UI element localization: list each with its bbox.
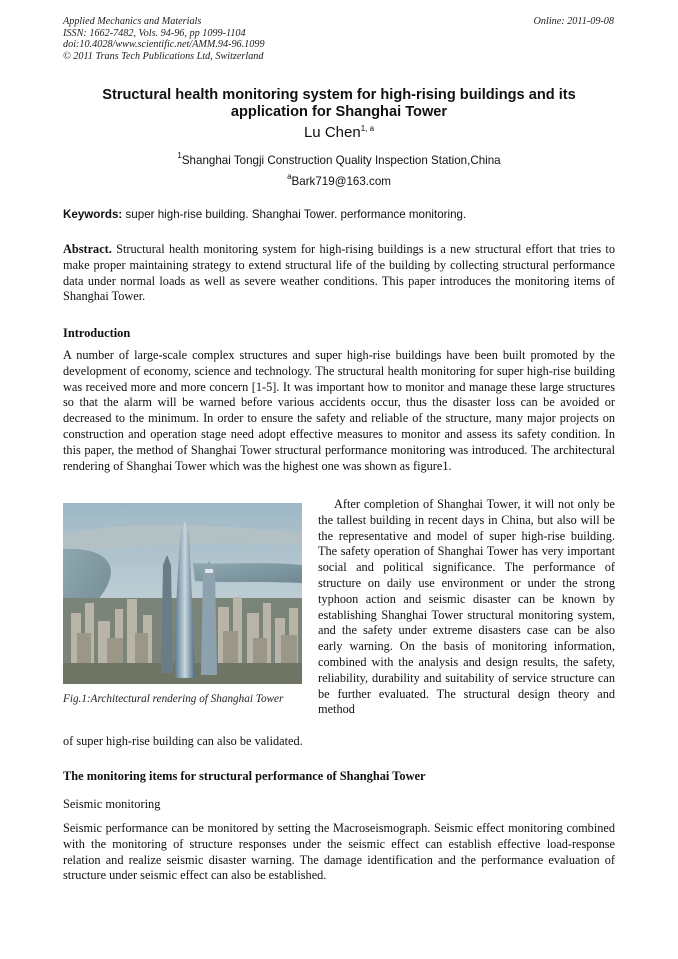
- abstract-label: Abstract.: [63, 242, 112, 256]
- monitoring-heading: The monitoring items for structural performance of Shanghai Tower: [63, 769, 426, 783]
- introduction-paragraph: A number of large-scale complex structures and super high-rise buildings have been built promoted by the development of economy, science and technology. The structural health monitoring for super high-rise building was received more and more concern [1-5]. It was important how to monitor and manage these large structures so that the alarm will be warned before various accidents occur, thus the disaster loss can be avoided or decreased to the minimum. In order to ensure the safety and reliable of the structure, many major projects on construction and operation stage need adopt effective measures to monitor and assess its safety condition. In this paper, the method of Shanghai Tower structural performance monitoring was introduced. The architectural rendering of Shanghai Tower which was the highest one was shown as figure1.: [63, 348, 615, 473]
- journal-header: [63, 16, 265, 62]
- figure-caption: Fig.1:Architectural rendering of Shanghai Tower: [63, 693, 284, 705]
- abstract: [63, 242, 615, 305]
- journal-copyright: © 2011 Trans Tech Publications Ltd, Switzerland: [63, 50, 264, 62]
- author-superscript: 1, a: [360, 124, 375, 133]
- keywords-label: Keywords:: [63, 208, 123, 221]
- seismic-subheading: Seismic monitoring: [63, 797, 161, 811]
- wrapped-paragraph: After completion of Shanghai Tower, it will not only be the tallest building in recent days in China, but also will be the representative and model of super high-rise building. The safety operation of Shanghai Tower has very important social and political significance. The performance of structure on daily use environment or under the strong typhoon action and seismic disaster can be known by establishing Shanghai Tower structural monitoring system, and the safety under extreme disasters case can be also early warning. On the basis of monitoring information, combined with the analysis and design results, the safety, reliability, durability and suitability of service structure can be further evaluated. The structural design theory and method: [318, 497, 615, 717]
- online-date: Online: 2011-09-08: [533, 16, 614, 27]
- author-name: Lu Chen: [303, 124, 361, 141]
- journal-name: Applied Mechanics and Materials: [63, 16, 202, 27]
- journal-issn: ISSN: 1662-7482, Vols. 94-96, pp 1099-1104: [63, 27, 246, 39]
- wrapped-paragraph-tail: of super high-rise building can also be validated.: [63, 734, 303, 748]
- affiliation-text: Shanghai Tongji Construction Quality Inspection Station,China: [181, 154, 501, 167]
- introduction-heading: Introduction: [63, 326, 131, 340]
- paper-title: Structural health monitoring system for high-rising buildings and its application for Shanghai Tower: [102, 87, 576, 120]
- keywords: [63, 208, 615, 221]
- abstract-text: Structural health monitoring system for high-rising buildings is a new structural effort that tries to make proper maintaining strategy to extend structural life of the building by collecting structural performance data under normal loads as well as severe weather conditions. This paper introduces the monitoring items of Shanghai Tower.: [63, 242, 615, 304]
- affiliation-superscript: 1: [177, 151, 182, 160]
- email-superscript: a: [287, 172, 292, 181]
- author-email: [63, 172, 615, 188]
- author-line: [63, 124, 615, 141]
- shanghai-tower-rendering: [63, 503, 302, 684]
- affiliation: [63, 151, 615, 167]
- keywords-text: super high-rise building. Shanghai Tower. performance monitoring.: [122, 208, 467, 221]
- seismic-paragraph: Seismic performance can be monitored by setting the Macroseismograph. Seismic effect monitoring combined with the monitoring of structure responses under the seismic effect can establish effective load-response relation and realize seismic disaster warning. The damage identification and the performance evaluation of structure under seismic effect can also be established.: [63, 821, 615, 883]
- journal-doi: doi:10.4028/www.scientific.net/AMM.94-96.1099: [63, 39, 265, 51]
- email-text[interactable]: Bark719@163.com: [291, 175, 391, 188]
